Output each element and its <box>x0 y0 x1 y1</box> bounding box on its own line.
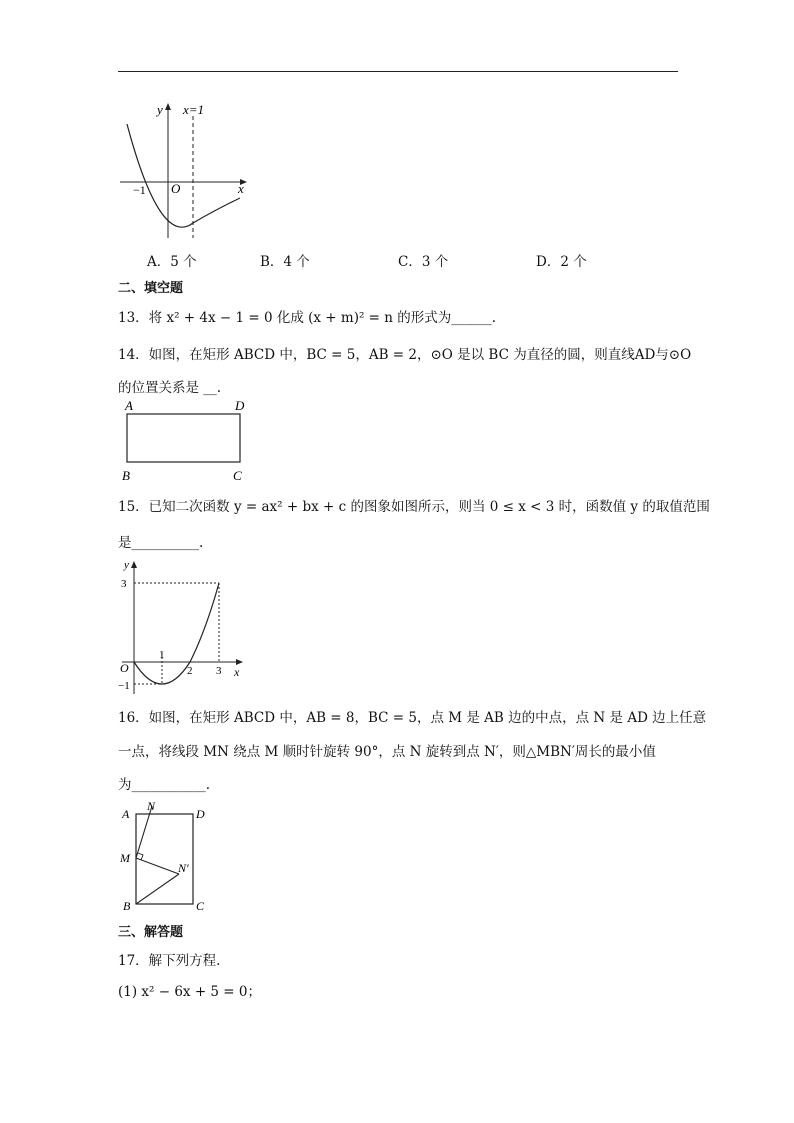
q15-parabola-curve <box>134 583 219 684</box>
q12-x-label: x <box>238 181 244 196</box>
q16-segment-mn2 <box>136 858 179 874</box>
q17-stem: 17．解下列方程. <box>118 953 221 969</box>
q16-segment-bn2 <box>136 874 179 904</box>
q16-line-2: 一点，将线段 MN 绕点 M 顺时针旋转 90°，点 N 旋转到点 N′，则△MBN′周长的最小值 <box>118 744 656 760</box>
q12-option-d: D．2 个 <box>536 254 587 270</box>
q15-tick-x3: 3 <box>216 665 222 677</box>
q16-label-c: C <box>196 899 205 913</box>
q12-symmetry-label: x=1 <box>183 102 205 117</box>
q15-x-label: x <box>234 665 240 679</box>
q16-label-n: N <box>147 799 156 813</box>
q14-rectangle-figure <box>115 398 255 486</box>
header-rule <box>118 71 678 72</box>
q12-option-c: C．3 个 <box>398 254 449 270</box>
q15-y-label: y <box>124 559 129 571</box>
q14-label-d: D <box>235 398 245 413</box>
q14-rectangle <box>127 414 240 462</box>
q15-tick-y3: 3 <box>121 578 127 590</box>
q15-origin-label: O <box>120 661 129 675</box>
q12-option-a: A．5 个 <box>147 254 197 270</box>
q12-y-label: y <box>157 102 163 117</box>
q15-parabola-graph <box>112 556 252 696</box>
q16-rectangle <box>136 814 193 904</box>
q14-label-b: B <box>122 468 130 483</box>
q12-origin-label: O <box>171 181 181 196</box>
q16-line-1: 16．如图，在矩形 ABCD 中，AB = 8，BC = 5，点 M 是 AB 边的中点，点 N 是 AD 边上任意 <box>118 710 707 726</box>
q15-line-1: 15．已知二次函数 y = ax² + bx + c 的图象如图所示，则当 0 ≤ x < 3 时，函数值 y 的取值范围 <box>118 499 710 515</box>
q16-label-d: D <box>196 807 205 821</box>
q16-label-n-prime: N′ <box>178 861 189 875</box>
q16-label-b: B <box>123 899 131 913</box>
q14-line-1: 14．如图，在矩形 ABCD 中，BC = 5，AB = 2，⊙O 是以 BC 为直径的圆，则直线AD与⊙O <box>118 347 692 363</box>
section-2-title: 二、填空题 <box>118 281 184 296</box>
q16-line-3: 为___________. <box>118 777 211 793</box>
q16-label-a: A <box>122 807 130 821</box>
q12-option-b: B．4 个 <box>260 254 310 270</box>
q16-rectangle-figure <box>112 796 222 914</box>
section-3-title: 三、解答题 <box>118 925 184 940</box>
q17-part-1: (1) x² − 6x + 5 = 0； <box>118 984 262 1000</box>
q15-y-arrow-icon <box>131 561 137 568</box>
q13-text: 13．将 x² + 4x − 1 = 0 化成 (x + m)² = n 的形式为______. <box>118 310 497 326</box>
q14-label-a: A <box>125 398 133 413</box>
q15-tick-yneg1: −1 <box>118 680 130 692</box>
q14-line-2: 的位置关系是 __. <box>118 380 222 396</box>
q12-parabola-curve <box>127 124 240 227</box>
q12-tick-neg1: −1 <box>133 183 146 197</box>
q15-tick-x2: 2 <box>187 665 193 677</box>
q14-label-c: C <box>233 468 242 483</box>
q15-line-2: 是__________. <box>118 535 204 551</box>
q16-label-m: M <box>120 851 130 865</box>
q12-parabola-graph <box>115 98 255 243</box>
q15-tick-x1: 1 <box>159 649 165 661</box>
q12-y-arrow-icon <box>165 103 171 110</box>
